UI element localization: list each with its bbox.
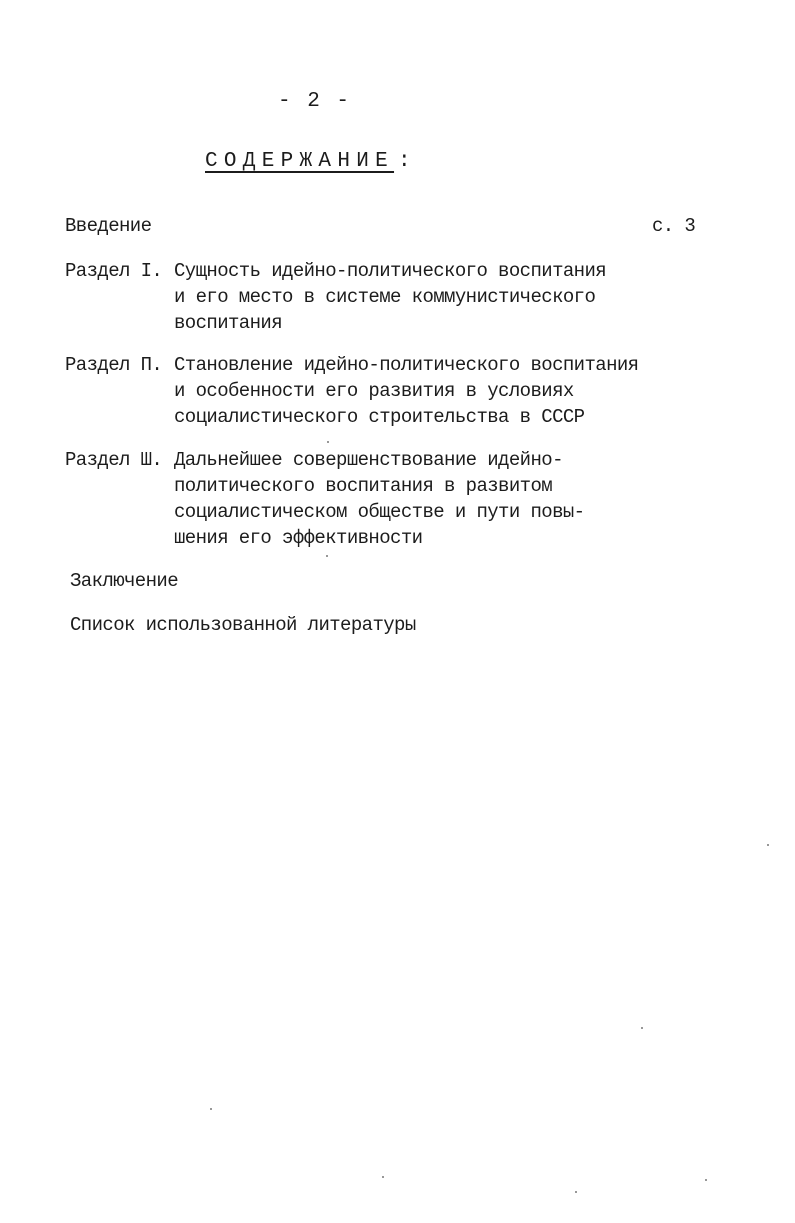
section-1-label: Раздел I.: [65, 260, 163, 282]
scan-speck: [705, 1179, 707, 1181]
scan-speck: [767, 844, 769, 846]
section-3-label: Раздел Ш.: [65, 449, 163, 471]
section-2-line-3: социалистического строительства в СССР: [174, 406, 585, 428]
toc-entry-conclusion: Заключение: [70, 570, 179, 592]
section-3-line-2: политического воспитания в развитом: [174, 475, 553, 497]
scan-speck: [327, 441, 329, 443]
toc-title: [205, 150, 417, 173]
scan-speck: [382, 1176, 384, 1178]
section-3-line-3: социалистическом обществе и пути повы-: [174, 501, 585, 523]
section-3-line-4: шения его эффективности: [174, 527, 423, 549]
scan-speck: [575, 1191, 577, 1193]
section-1-line-1: Сущность идейно-политического воспитания: [174, 260, 607, 282]
section-2-label: Раздел П.: [65, 354, 163, 376]
page-number: - 2 -: [278, 90, 352, 113]
scan-speck: [641, 1027, 643, 1029]
section-2-line-2: и особенности его развития в условиях: [174, 380, 574, 402]
scan-speck: [210, 1108, 212, 1110]
toc-title-word: СОДЕРЖАНИЕ: [205, 150, 395, 173]
toc-entry-intro-page: с. 3: [652, 215, 696, 237]
section-1-line-3: воспитания: [174, 312, 283, 334]
toc-entry-intro: Введение: [65, 215, 152, 237]
section-2-line-1: Становление идейно-политического воспитания: [174, 354, 639, 376]
toc-title-colon: :: [398, 150, 417, 173]
toc-entry-bibliography: Список использованной литературы: [70, 614, 416, 636]
scan-speck: [326, 555, 328, 557]
section-3-line-1: Дальнейшее совершенствование идейно-: [174, 449, 563, 471]
section-1-line-2: и его место в системе коммунистического: [174, 286, 596, 308]
